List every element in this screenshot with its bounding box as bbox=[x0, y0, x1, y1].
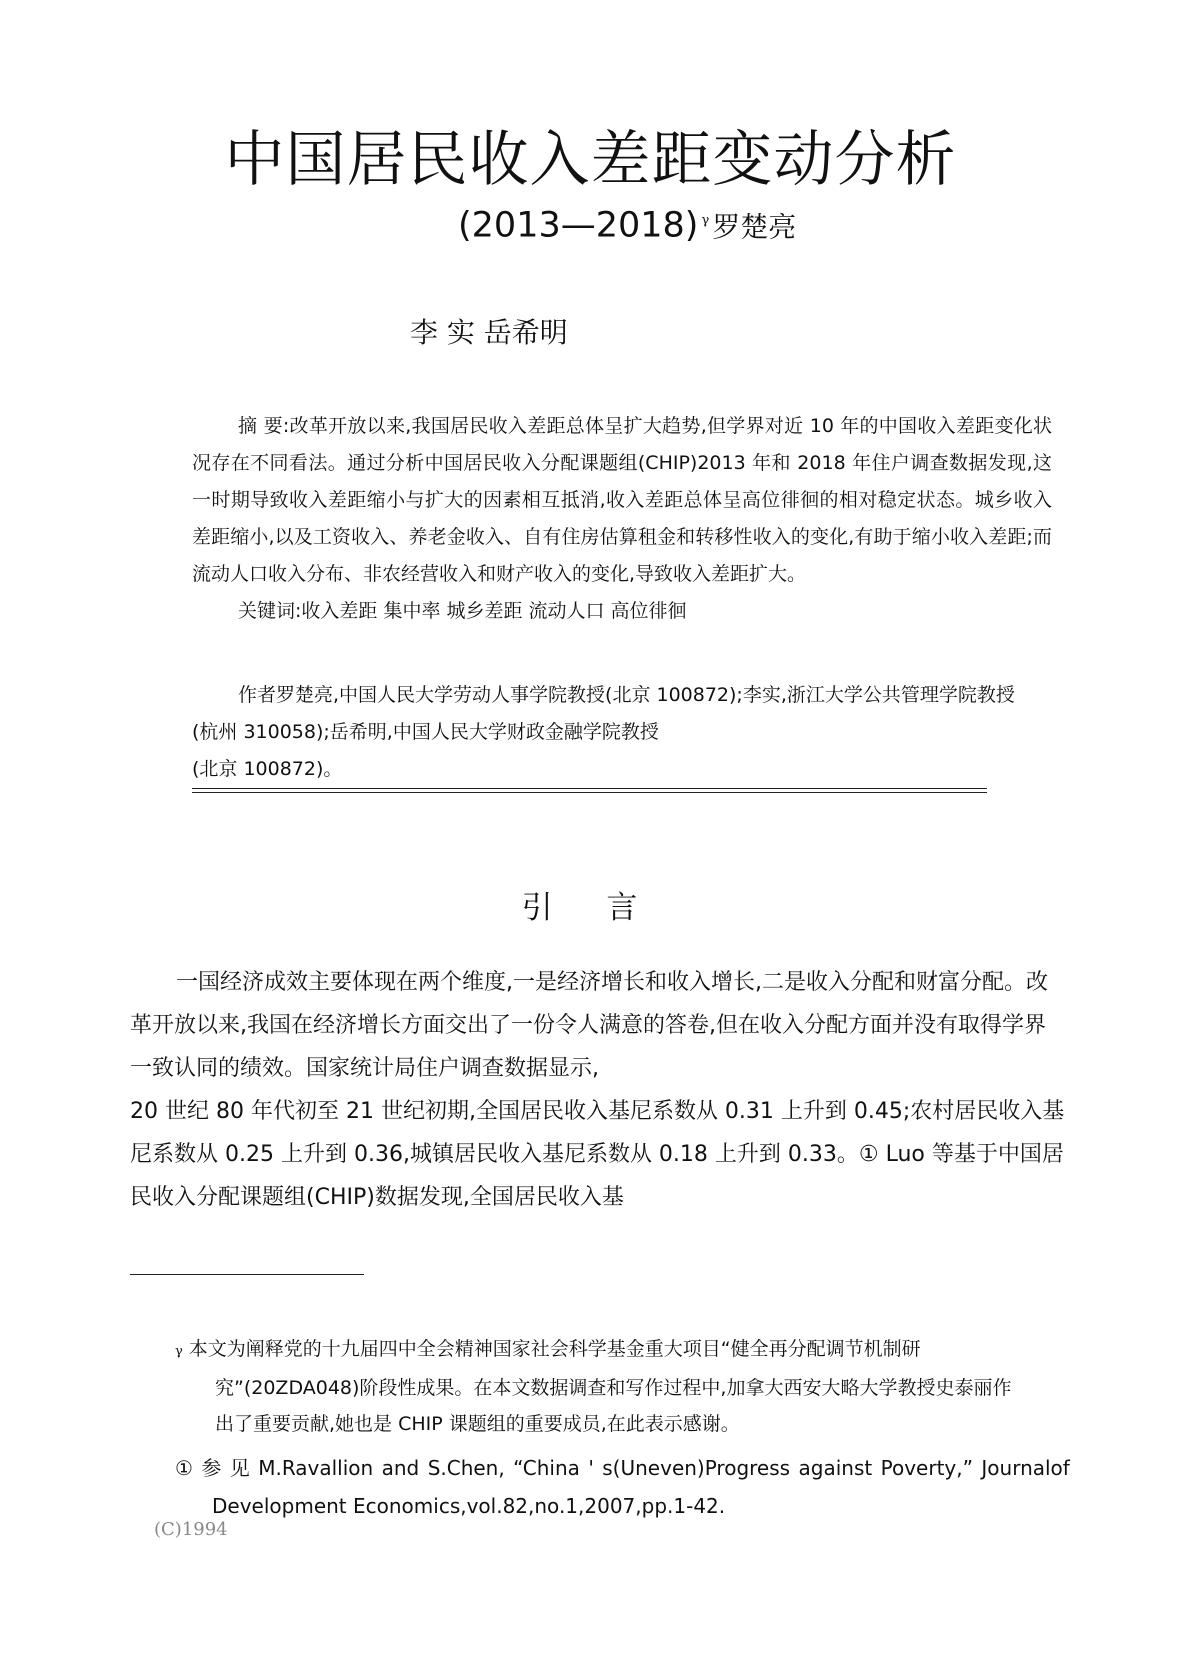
affiliation-line-1: 作者罗楚亮,中国人民大学劳动人事学院教授(北京 100872);李实,浙江大学公共管理学院教授 bbox=[238, 684, 1015, 706]
body-paragraph-1: 一国经济成效主要体现在两个维度,一是经济增长和收入增长,二是收入分配和财富分配。改革开放以来,我国在经济增长方面交出了一份令人满意的答卷,但在收入分配方面并没有取得学界一致认同的绩效。国家统计局住户调查数据显示, bbox=[130, 970, 1048, 1081]
fn1-word: and bbox=[381, 1456, 420, 1480]
body-text bbox=[130, 961, 1065, 1219]
fn1-word: against bbox=[798, 1456, 873, 1480]
fn1-word: 见 bbox=[229, 1456, 250, 1480]
subtitle-years: (2013—2018) bbox=[458, 205, 699, 246]
fn1-word: S.Chen, bbox=[427, 1456, 505, 1480]
footnote-gamma-mark: γ bbox=[175, 1344, 183, 1359]
divider-rule bbox=[192, 788, 987, 789]
fn1-word: ① bbox=[175, 1456, 193, 1480]
paper-title: 中国居民收入差距变动分析 bbox=[224, 125, 957, 195]
keywords: 关键词:收入差距 集中率 城乡差距 流动人口 高位徘徊 bbox=[238, 600, 687, 622]
footnote-mark[interactable]: γ bbox=[701, 213, 710, 228]
fn1-word: 参 bbox=[201, 1456, 222, 1480]
footnote-gamma bbox=[175, 1331, 1065, 1442]
footnote-gamma-line-1: γ 本文为阐释党的十九届四中全会精神国家社会科学基金重大项目“健全再分配调节机制研 bbox=[175, 1338, 921, 1360]
copyright-watermark: (C)1994 bbox=[154, 1519, 228, 1540]
fn1-word: Journalof bbox=[981, 1456, 1070, 1480]
subtitle bbox=[458, 196, 796, 253]
first-author: 罗楚亮 bbox=[712, 210, 797, 244]
footnote-1-line-1 bbox=[175, 1449, 1070, 1487]
footnote-gamma-line-3: 出了重要贡献,她也是 CHIP 课题组的重要成员,在此表示感谢。 bbox=[215, 1413, 740, 1435]
fn1-word: Poverty,” bbox=[880, 1456, 973, 1480]
affiliation-line-2: (杭州 310058);岳希明,中国人民大学财政金融学院教授 bbox=[192, 721, 659, 743]
fn1-word: M.Ravallion bbox=[258, 1456, 374, 1480]
abstract: 摘 要:改革开放以来,我国居民收入差距总体呈扩大趋势,但学界对近 10 年的中国收入差距变化状况存在不同看法。通过分析中国居民收入分配课题组(CHIP)2013 年和 2018 年住户调查数据发现,这一时期导致收入差距缩小与扩大的因素相互抵消,收入差距总体呈高位徘徊的相对稳定状态。城乡收入差距缩小,以及工资收入、养老金收入、自有住房估算租金和转移性收入的变化,有助于缩小收入差距;而流动人口收入分布、非农经营收入和财产收入的变化,导致收入差距扩大。 bbox=[192, 415, 1052, 585]
footnote-1 bbox=[175, 1449, 1070, 1525]
author-affiliation bbox=[192, 677, 1052, 788]
footnote-1-line-2: Development Economics,vol.82,no.1,2007,pp.1-42. bbox=[212, 1494, 726, 1518]
affiliation-line-3: (北京 100872)。 bbox=[192, 758, 343, 780]
footnote-separator bbox=[130, 1274, 364, 1275]
section-heading: 引 言 bbox=[521, 890, 660, 926]
footnote-gamma-line-2: 究”(20ZDA048)阶段性成果。在本文数据调查和写作过程中,加拿大西安大略大学教授史泰丽作 bbox=[215, 1377, 1012, 1399]
body-paragraph-2: 20 世纪 80 年代初至 21 世纪初期,全国居民收入基尼系数从 0.31 上升到 0.45;农村居民收入基尼系数从 0.25 上升到 0.36,城镇居民收入基尼系数从 0.18 上升到 0.33。① Luo 等基于中国居民收入分配课题组(CHIP)数据发现,全国居民收入基 bbox=[130, 1099, 1065, 1210]
co-authors: 李 实 岳希明 bbox=[410, 316, 568, 349]
fn1-word: ' bbox=[588, 1456, 594, 1480]
divider-rule-2 bbox=[192, 792, 987, 793]
fn1-word: “China bbox=[513, 1456, 580, 1480]
fn1-word: s(Uneven)Progress bbox=[602, 1456, 791, 1480]
